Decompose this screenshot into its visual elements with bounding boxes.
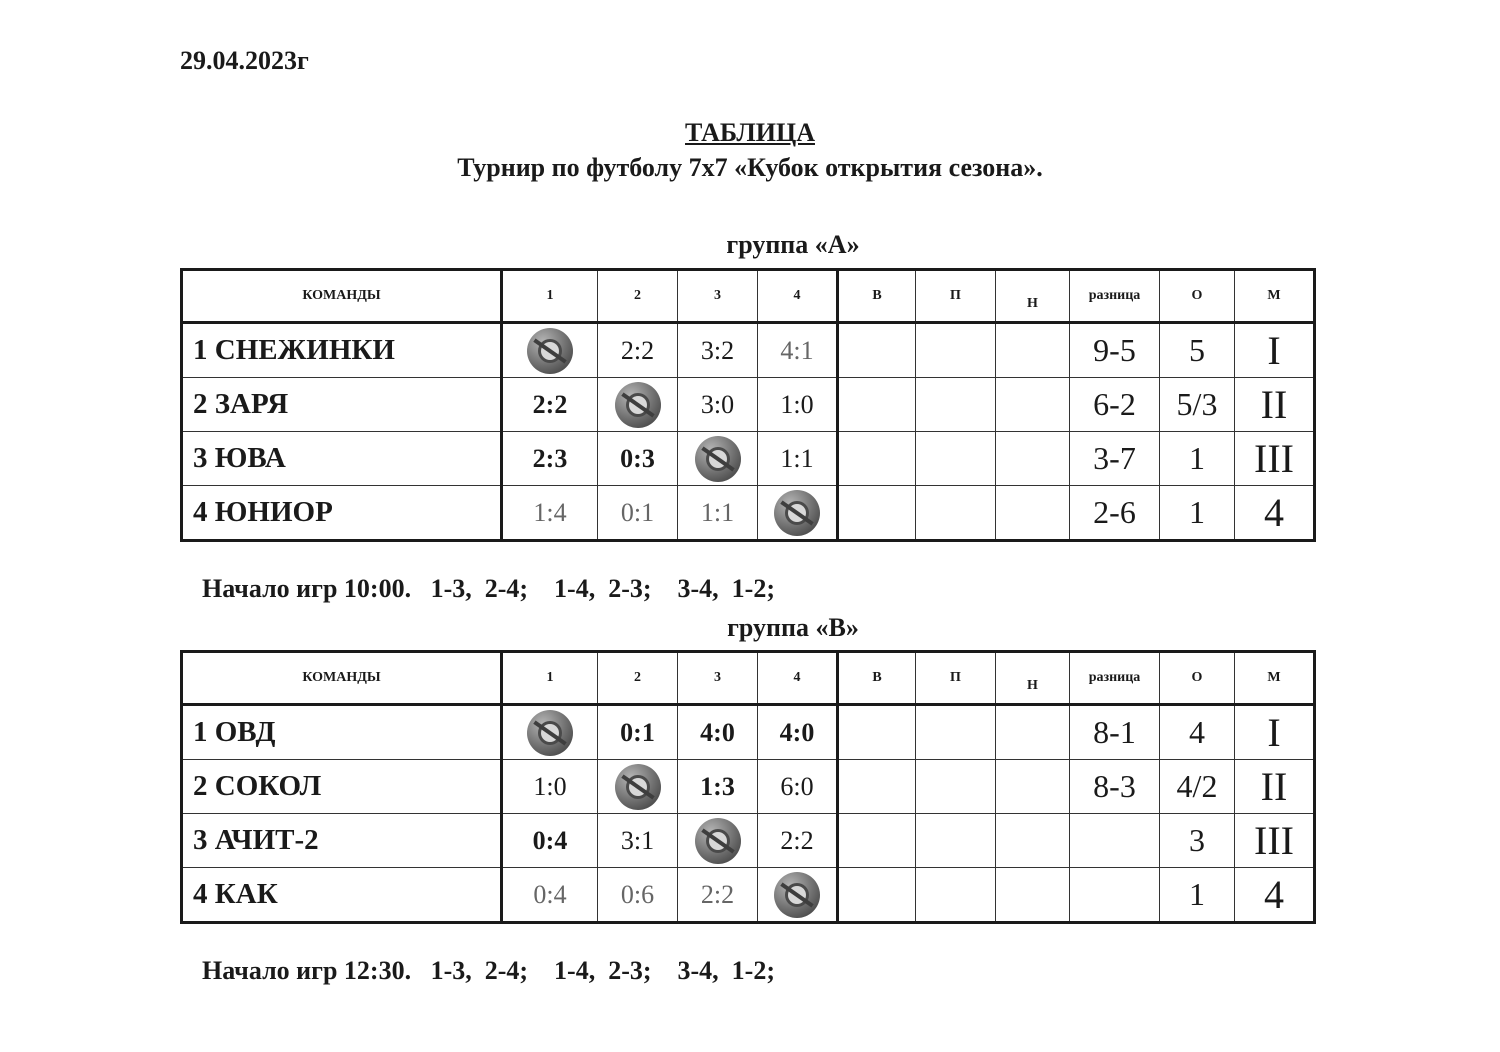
points-cell: 5/3 xyxy=(1160,378,1235,432)
score-cell: 1:0 xyxy=(502,760,598,814)
wins-cell xyxy=(838,378,916,432)
wins-cell xyxy=(838,760,916,814)
score-cell: 0:1 xyxy=(598,486,678,541)
soccer-ball-icon xyxy=(615,764,661,810)
team-name: 4 КАК xyxy=(182,868,502,923)
header-draws: Н xyxy=(996,270,1070,323)
wins-cell xyxy=(838,868,916,923)
group-b-table xyxy=(180,650,1316,924)
score-cell: 0:3 xyxy=(598,432,678,486)
wins-cell xyxy=(838,705,916,760)
header-place: М xyxy=(1235,652,1315,705)
team-name: 2 ЗАРЯ xyxy=(182,378,502,432)
score-cell: 1:0 xyxy=(758,378,838,432)
group-a-table xyxy=(180,268,1316,542)
table-row xyxy=(182,378,1315,432)
losses-cell xyxy=(916,760,996,814)
draws-cell xyxy=(996,378,1070,432)
score-cell: 2:2 xyxy=(598,323,678,378)
score-cell: 1:3 xyxy=(678,760,758,814)
score-cell: 3:0 xyxy=(678,378,758,432)
header-points: О xyxy=(1160,270,1235,323)
losses-cell xyxy=(916,378,996,432)
score-cell: 0:4 xyxy=(502,814,598,868)
points-cell: 5 xyxy=(1160,323,1235,378)
draws-cell xyxy=(996,868,1070,923)
place-cell: I xyxy=(1235,323,1315,378)
diagonal-cell xyxy=(502,323,598,378)
points-cell: 1 xyxy=(1160,486,1235,541)
losses-cell xyxy=(916,868,996,923)
team-name: 3 АЧИТ-2 xyxy=(182,814,502,868)
score-cell: 2:3 xyxy=(502,432,598,486)
diagonal-cell xyxy=(678,432,758,486)
score-cell: 2:2 xyxy=(678,868,758,923)
header-place: М xyxy=(1235,270,1315,323)
header-difference: разница xyxy=(1070,652,1160,705)
difference-cell xyxy=(1070,814,1160,868)
score-cell: 4:0 xyxy=(758,705,838,760)
document-date: 29.04.2023г xyxy=(180,46,309,75)
header-difference: разница xyxy=(1070,270,1160,323)
score-cell: 1:1 xyxy=(758,432,838,486)
score-cell: 1:1 xyxy=(678,486,758,541)
draws-cell xyxy=(996,486,1070,541)
points-cell: 4/2 xyxy=(1160,760,1235,814)
losses-cell xyxy=(916,814,996,868)
header-col-3: 3 xyxy=(678,270,758,323)
table-row xyxy=(182,323,1315,378)
draws-cell xyxy=(996,814,1070,868)
diagonal-cell xyxy=(502,705,598,760)
wins-cell xyxy=(838,486,916,541)
score-cell: 2:2 xyxy=(758,814,838,868)
header-col-1: 1 xyxy=(502,270,598,323)
group-a-schedule: Начало игр 10:00. 1-3, 2-4; 1-4, 2-3; 3-4, 1-2; xyxy=(202,574,775,603)
header-losses: П xyxy=(916,652,996,705)
header-points: О xyxy=(1160,652,1235,705)
points-cell: 1 xyxy=(1160,868,1235,923)
score-cell: 3:2 xyxy=(678,323,758,378)
difference-cell: 9-5 xyxy=(1070,323,1160,378)
diagonal-cell xyxy=(678,814,758,868)
place-cell: III xyxy=(1235,814,1315,868)
draws-cell xyxy=(996,432,1070,486)
wins-cell xyxy=(838,814,916,868)
table-row xyxy=(182,705,1315,760)
difference-cell: 2-6 xyxy=(1070,486,1160,541)
diagonal-cell xyxy=(598,760,678,814)
place-cell: 4 xyxy=(1235,486,1315,541)
diagonal-cell xyxy=(598,378,678,432)
score-cell: 4:0 xyxy=(678,705,758,760)
table-header-row xyxy=(182,652,1315,705)
header-col-3: 3 xyxy=(678,652,758,705)
header-col-1: 1 xyxy=(502,652,598,705)
place-cell: II xyxy=(1235,760,1315,814)
header-col-4: 4 xyxy=(758,270,838,323)
difference-cell: 8-1 xyxy=(1070,705,1160,760)
difference-cell: 3-7 xyxy=(1070,432,1160,486)
points-cell: 4 xyxy=(1160,705,1235,760)
place-cell: 4 xyxy=(1235,868,1315,923)
team-name: 3 ЮВА xyxy=(182,432,502,486)
header-teams: КОМАНДЫ xyxy=(182,270,502,323)
place-cell: I xyxy=(1235,705,1315,760)
diagonal-cell xyxy=(758,486,838,541)
document-subtitle: Турнир по футболу 7х7 «Кубок открытия сезона». xyxy=(457,153,1043,182)
team-name: 1 ОВД xyxy=(182,705,502,760)
group-b-title: группа «В» xyxy=(727,613,859,642)
points-cell: 1 xyxy=(1160,432,1235,486)
diagonal-cell xyxy=(758,868,838,923)
header-col-4: 4 xyxy=(758,652,838,705)
losses-cell xyxy=(916,323,996,378)
score-cell: 6:0 xyxy=(758,760,838,814)
team-name: 2 СОКОЛ xyxy=(182,760,502,814)
table-row xyxy=(182,760,1315,814)
score-cell: 0:1 xyxy=(598,705,678,760)
soccer-ball-icon xyxy=(695,436,741,482)
team-name: 4 ЮНИОР xyxy=(182,486,502,541)
header-col-2: 2 xyxy=(598,652,678,705)
table-row xyxy=(182,868,1315,923)
table-row xyxy=(182,486,1315,541)
header-wins: В xyxy=(838,270,916,323)
soccer-ball-icon xyxy=(774,490,820,536)
score-cell: 4:1 xyxy=(758,323,838,378)
table-row xyxy=(182,814,1315,868)
difference-cell: 6-2 xyxy=(1070,378,1160,432)
score-cell: 1:4 xyxy=(502,486,598,541)
header-draws: Н xyxy=(996,652,1070,705)
soccer-ball-icon xyxy=(695,818,741,864)
header-col-2: 2 xyxy=(598,270,678,323)
soccer-ball-icon xyxy=(615,382,661,428)
soccer-ball-icon xyxy=(527,710,573,756)
wins-cell xyxy=(838,323,916,378)
points-cell: 3 xyxy=(1160,814,1235,868)
header-teams: КОМАНДЫ xyxy=(182,652,502,705)
score-cell: 3:1 xyxy=(598,814,678,868)
header-wins: В xyxy=(838,652,916,705)
table-header-row xyxy=(182,270,1315,323)
document-title: ТАБЛИЦА xyxy=(685,118,815,147)
draws-cell xyxy=(996,705,1070,760)
group-a-title: группа «А» xyxy=(726,230,860,259)
losses-cell xyxy=(916,432,996,486)
soccer-ball-icon xyxy=(527,328,573,374)
draws-cell xyxy=(996,323,1070,378)
difference-cell xyxy=(1070,868,1160,923)
wins-cell xyxy=(838,432,916,486)
score-cell: 0:4 xyxy=(502,868,598,923)
losses-cell xyxy=(916,486,996,541)
losses-cell xyxy=(916,705,996,760)
place-cell: III xyxy=(1235,432,1315,486)
score-cell: 0:6 xyxy=(598,868,678,923)
difference-cell: 8-3 xyxy=(1070,760,1160,814)
place-cell: II xyxy=(1235,378,1315,432)
soccer-ball-icon xyxy=(774,872,820,918)
header-losses: П xyxy=(916,270,996,323)
team-name: 1 СНЕЖИНКИ xyxy=(182,323,502,378)
draws-cell xyxy=(996,760,1070,814)
table-row xyxy=(182,432,1315,486)
score-cell: 2:2 xyxy=(502,378,598,432)
group-b-schedule: Начало игр 12:30. 1-3, 2-4; 1-4, 2-3; 3-4, 1-2; xyxy=(202,956,775,985)
